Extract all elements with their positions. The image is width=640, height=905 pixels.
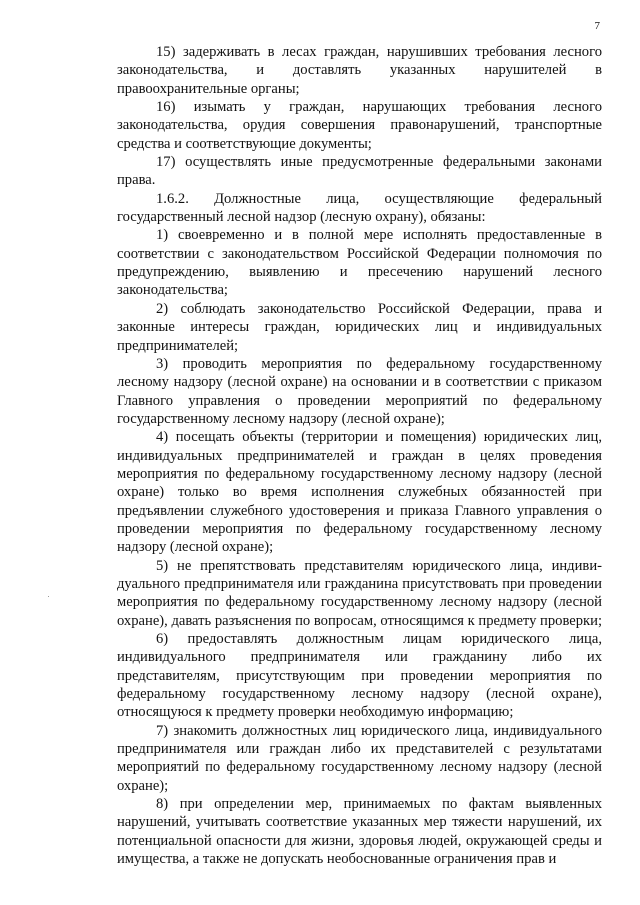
paragraph-section-1-6-2: 1.6.2. Должностные лица, осуществляющие федеральный государственный лесной надзор (лесную охрану), обязаны: [117,190,602,226]
paragraph-duty-6: 6) предоставлять должностным лицам юридического лица, индивидуального предпринимателя или гражданину либо их представителям, присутствующим при проведении мероприятия по федеральному государственному лесному надзору (лесной охране), относящуюся к предмету проверки необходимую информацию; [117,631,602,721]
paragraph-duty-1: 1) своевременно и в полной мере исполнять предоставленные в соответствии с законодательством Российской Федерации полномочия по предупреждению, выявлению и пресечению нарушений лесного законодательства; [117,227,602,299]
scan-speck [48,596,49,597]
paragraph-duty-2: 2) соблюдать законодательство Российской Федерации, права и законные интересы граждан, юридических лиц и индивидуальных предпринимателей; [117,300,602,354]
paragraph-duty-7: 7) знакомить должностных лиц юридического лица, индивидуального предпринимателя или граждан либо их представителей с результатами мероприятий по федеральному государственному лесному надзору (лесной охране); [117,722,602,794]
paragraph-item-15: 15) задерживать в лесах граждан, нарушивших требования лесного законодательства, и доставлять указанных нарушителей в правоохранительные органы; [117,44,602,97]
paragraph-duty-3: 3) проводить мероприятия по федеральному государственному лесному надзору (лесной охране) на основании и в соответствии с приказом Главного управления о проведении мероприятий по федеральному государственному лесному надзору (лесной охране); [117,355,602,427]
paragraph-duty-4: 4) посещать объекты (территории и помещения) юридических лиц, индивидуальных предпринимателей и граждан в целях проведения мероприятия по федеральному государственному лесному надзору (лесной охране) только во время исполнения служебных обязанностей при предъявлении служебного удостоверения и приказа Главного управления о проведении мероприятия по федеральному государственному лесному надзору (лесной охране); [117,429,602,556]
paragraph-duty-5: 5) не препятствовать представителям юридического лица, индивидуального предпринимателя или гражданина присутствовать при проведении мероприятия по федеральному государственному лесному надзору (лесной охране), давать разъяснения по вопросам, относящимся к предмету проверки; [117,557,602,629]
paragraph-duty-8: 8) при определении мер, принимаемых по фактам выявленных нарушений, учитывать соответствие указанных мер тяжести нарушений, их потенциальной опасности для жизни, здоровья людей, окружающей среды и имущества, а также не допускать необоснованные ограничения прав и [117,796,602,868]
paragraph-item-16: 16) изымать у граждан, нарушающих требования лесного законодательства, орудия совершения правонарушений, транспортные средства и соответствующие документы; [117,99,602,152]
paragraph-item-17: 17) осуществлять иные предусмотренные федеральными законами права. [117,154,602,189]
page-number: 7 [594,20,600,32]
document-body [117,43,602,868]
